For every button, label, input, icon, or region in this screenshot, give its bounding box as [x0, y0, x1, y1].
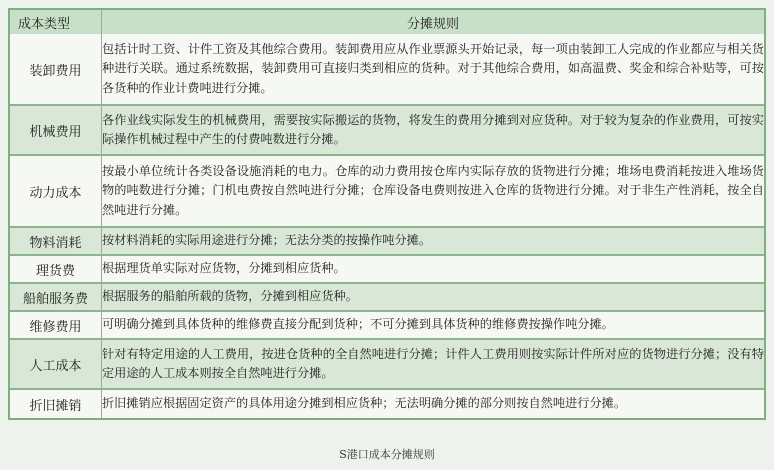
table-caption: S港口成本分摊规则 — [339, 448, 435, 461]
cost-type-cell: 物料消耗 — [10, 228, 102, 256]
header-allocation-rule: 分摊规则 — [102, 10, 764, 34]
table-row — [10, 390, 764, 418]
allocation-rule-cell: 可明确分摊到具体货种的维修费直接分配到货种；不可分摊到具体货种的维修费按操作吨分摊。 — [102, 312, 764, 340]
allocation-rule-cell: 各作业线实际发生的机械费用，需要按实际搬运的货物，将发生的费用分摊到对应货种。对于较为复杂的作业费用，可按实际操作机械过程中产生的付费吨数进行分摊。 — [102, 106, 764, 156]
cost-type-cell: 船舶服务费 — [10, 284, 102, 312]
allocation-rule-cell: 按最小单位统计各类设备设施消耗的电力。仓库的动力费用按仓库内实际存放的货物进行分摊；堆场电费消耗按进入堆场货物的吨数进行分摊；门机电费按自然吨进行分摊；仓库设备电费则按进入仓库的货物进行分摊。对于非生产性消耗，按全自然吨进行分摊。 — [102, 156, 764, 228]
allocation-rule-cell: 折旧摊销应根据固定资产的具体用途分摊到相应货种；无法明确分摊的部分则按自然吨进行分摊。 — [102, 390, 764, 418]
header-cost-type: 成本类型 — [10, 10, 102, 34]
allocation-rule-cell: 包括计时工资、计件工资及其他综合费用。装卸费用应从作业票源头开始记录，每一项由装卸工人完成的作业都应与相关货种进行关联。通过系统数据，装卸费用可直接归类到相应的货种。对于其他综合费用，如高温费、奖金和综合补贴等，可按各货种的作业计费吨进行分摊。 — [102, 34, 764, 106]
allocation-rule-cell: 按材料消耗的实际用途进行分摊；无法分类的按操作吨分摊。 — [102, 228, 764, 256]
cost-type-cell: 动力成本 — [10, 156, 102, 228]
table-header-row — [10, 10, 764, 34]
allocation-rule-cell: 根据服务的船舶所载的货物，分摊到相应货种。 — [102, 284, 764, 312]
cost-allocation-table — [8, 8, 766, 420]
table-row — [10, 284, 764, 312]
cost-type-cell: 折旧摊销 — [10, 390, 102, 418]
table-row — [10, 228, 764, 256]
table-row — [10, 256, 764, 284]
cost-type-cell: 机械费用 — [10, 106, 102, 156]
cost-type-cell: 维修费用 — [10, 312, 102, 340]
cost-type-cell: 装卸费用 — [10, 34, 102, 106]
table-row — [10, 156, 764, 228]
table-row — [10, 34, 764, 106]
cost-type-cell: 理货费 — [10, 256, 102, 284]
table-row — [10, 340, 764, 390]
cost-type-cell: 人工成本 — [10, 340, 102, 390]
allocation-rule-cell: 针对有特定用途的人工费用，按进仓货种的全自然吨进行分摊；计件人工费用则按实际计件所对应的货物进行分摊；没有特定用途的人工成本则按全自然吨进行分摊。 — [102, 340, 764, 390]
allocation-rule-cell: 根据理货单实际对应货物，分摊到相应货种。 — [102, 256, 764, 284]
table-row — [10, 106, 764, 156]
table-row — [10, 312, 764, 340]
